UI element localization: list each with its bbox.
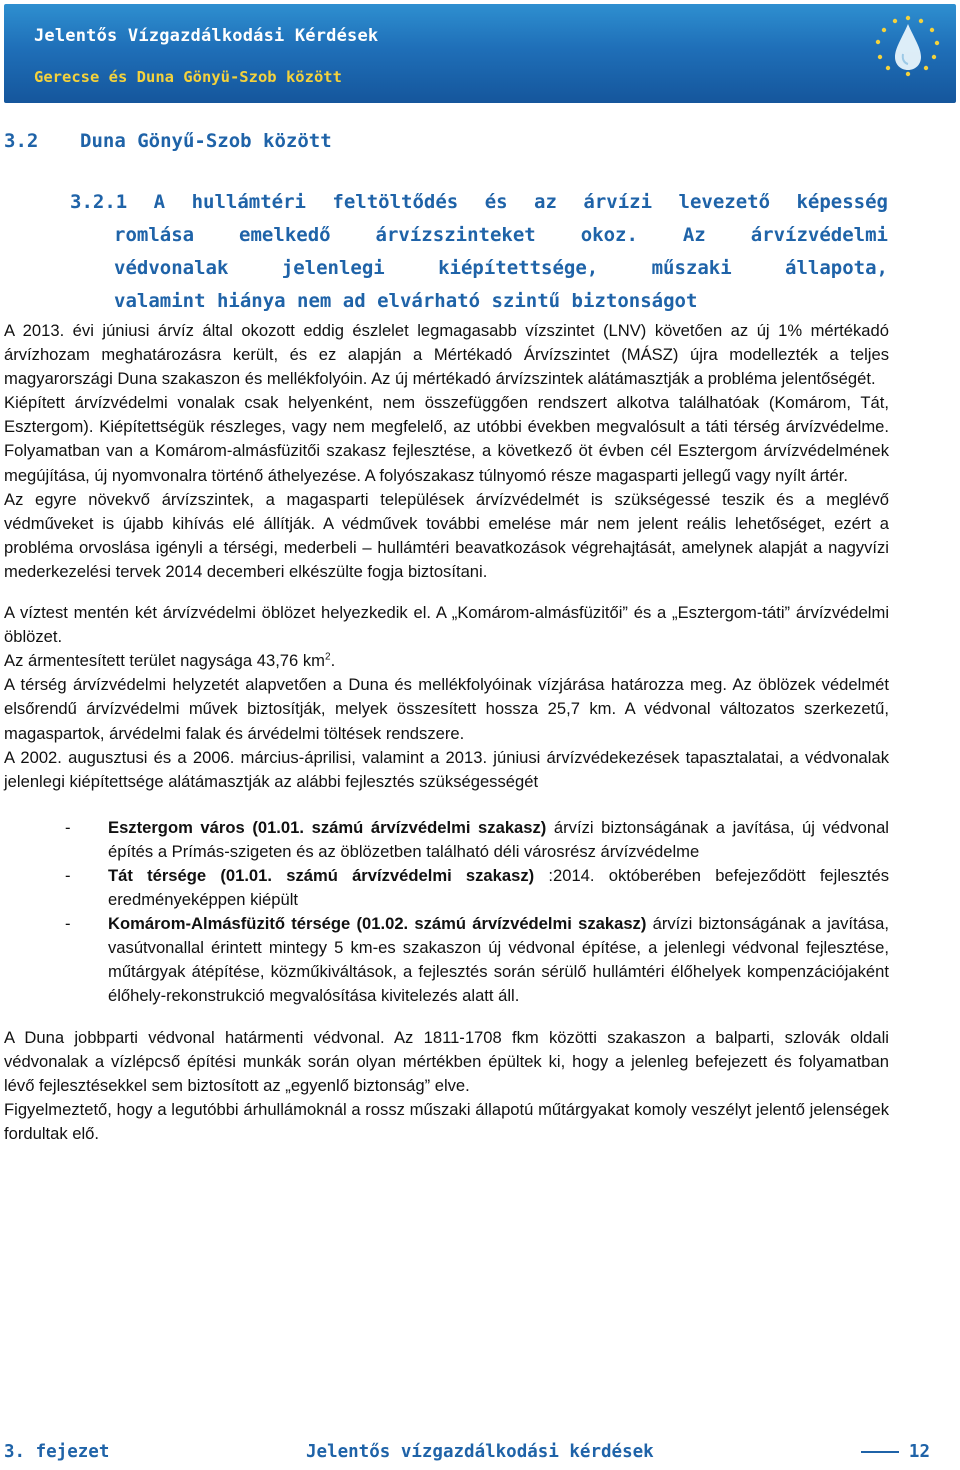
page-footer [4,1430,930,1460]
list-item-bold: Tát térsége (01.01. számú árvízvédelmi szakasz) [108,865,535,885]
header-title: Jelentős Vízgazdálkodási Kérdések [34,26,379,46]
list-item-bold: Komárom-Almásfüzitő térsége (01.02. számú árvízvédelmi szakasz) [108,914,647,934]
page-header [4,4,956,103]
list-item-bold: Esztergom város (01.01. számú árvízvédelmi szakasz) [108,817,547,837]
list-dash: - [65,914,71,934]
subsection-heading [70,186,888,318]
footer-page [861,1442,930,1462]
area-text: Az ármentesített terület nagysága 43,76 km [4,651,325,671]
subsection-heading-line: 3.2.1 A hullámtéri feltöltődés és az árvízi levezető képesség [70,191,888,213]
document-body [4,319,889,1146]
footer-title: Jelentős vízgazdálkodási kérdések [306,1442,654,1462]
paragraph: A 2013. évi júniusi árvíz által okozott eddig észlelet legmagasabb vízszintet (LNV) követően az új 1% mértékadó árvízhozam meghatározásra került, és ez alapján a Mértékadó Árvízszintet (MÁSZ) újra modellezték a teljes magyarországi Duna szakaszon és mellékfolyóin. Az új mértékadó árvízszintek alátámasztják a probléma jelentőségét. [4,321,889,389]
area-unit-superscript: 2 [325,651,331,663]
footer-chapter: 3. fejezet [4,1442,110,1462]
list-item [4,864,889,912]
section-title: Duna Gönyű-Szob között [80,130,332,152]
paragraph: A Duna jobbparti védvonal határmenti védvonal. Az 1811-1708 fkm közötti szakaszon a balparti, szlovák oldali védvonalak a vízlépcső építési munkák során olyan mértékben épültek ki, hogy a jelenleg befejezett és folyamatban lévő fejlesztésekkel sem biztosított az „egyenlő biztonság” elve. [4,1027,889,1095]
subsection-heading-line: valamint hiánya nem ad elvárható szintű biztonságot [114,290,698,312]
subsection-heading-line: romlása emelkedő árvízszinteket okoz. Az árvízvédelmi [114,224,888,246]
list-item [4,912,889,1008]
page-number: 12 [908,1442,930,1462]
area-text-end: . [330,651,336,671]
section-number: 3.2 [4,130,39,152]
list-dash: - [65,817,71,837]
development-list [4,816,889,1009]
paragraph: Az egyre növekvő árvízszintek, a magasparti települések árvízvédelmét is szükségessé teszik és a meglévő védműveket is újabb kihívás elé állítják. A védművek további emelése már nem jelent reális lehetőséget, ezért a probléma orvoslása igényli a térségi, mederbeli – hullámtéri beavatkozások végrehajtását, amelynek alapját a nagyvízi mederkezelési tervek 2014 decemberi elkészülte fogja biztosítani. [4,489,889,581]
footer-rule [861,1451,899,1453]
paragraph-area [4,649,889,673]
paragraph: A víztest mentén két árvízvédelmi öblözet helyezkedik el. A „Komárom-almásfüzitői” és a „Esztergom-táti” árvízvédelmi öblözet. [4,603,889,647]
paragraph: A térség árvízvédelmi helyzetét alapvetően a Duna és mellékfolyóinak vízjárása határozza meg. Az öblözek védelmét elsőrendű árvízvédelmi művek biztosítják, melyek összesített hossza 25,7 km. A védvonal változatos szerkezetű, magaspartok, árvédelmi falak és árvédelmi töltések rendszere. [4,675,889,743]
list-item-text: árvízi biztonságának a javítása, vasútvonallal érintett mintegy 5 km-es szakaszon új védvonal építése, a jelenlegi védvonal fejlesztése, műtárgyak átépítése, közműkiváltások, a fejlesztés során sérülő hullámtéri élőhelyek kompenzációjaként élőhely-rekonstrukció megvalósítása kivitelezés alatt áll. [108,914,889,1006]
water-drop-eu-stars-logo-icon [862,4,948,103]
list-dash: - [65,865,71,885]
section-heading [4,130,332,152]
list-item [4,816,889,864]
paragraph: Figyelmeztető, hogy a legutóbbi árhullámoknál a rossz műszaki állapotú műtárgyakat komoly veszélyt jelentő jelenségek fordultak elő. [4,1099,889,1143]
paragraph: Kiépített árvízvédelmi vonalak csak helyenként, nem összefüggően rendszert alkotva találhatóak (Komárom, Tát, Esztergom). Kiépítettségük részleges, vagy nem megfelelő, az utóbbi években megvalósult a táti térség árvízvédelme. Folyamatban van a Komárom-almásfüzitői szakasz fejlesztése, a következő öt évben cél Esztergom árvízvédelmének megújítása, új nyomvonalra történő áthelyezése. A folyószakasz túlnyomó része magasparti jellegű vagy nyílt ártér. [4,393,889,485]
subsection-heading-line: védvonalak jelenlegi kiépítettsége, műszaki állapota, [114,257,888,279]
list-item-text: árvízi biztonságának a javítása, új védvonal építés a Prímás-szigeten és az öblözetben található déli városrész árvízvédelme [108,817,889,861]
paragraph: A 2002. augusztusi és a 2006. március-áprilisi, valamint a 2013. júniusi árvízvédekezések tapasztalatai, a védvonalak jelenlegi kiépítettsége alátámasztják az alábbi fejlesztés szükségességét [4,747,889,791]
list-item-text: :2014. októberében befejeződött fejlesztés eredményeképpen kiépült [108,865,889,910]
header-subtitle: Gerecse és Duna Gönyü-Szob között [34,68,342,86]
